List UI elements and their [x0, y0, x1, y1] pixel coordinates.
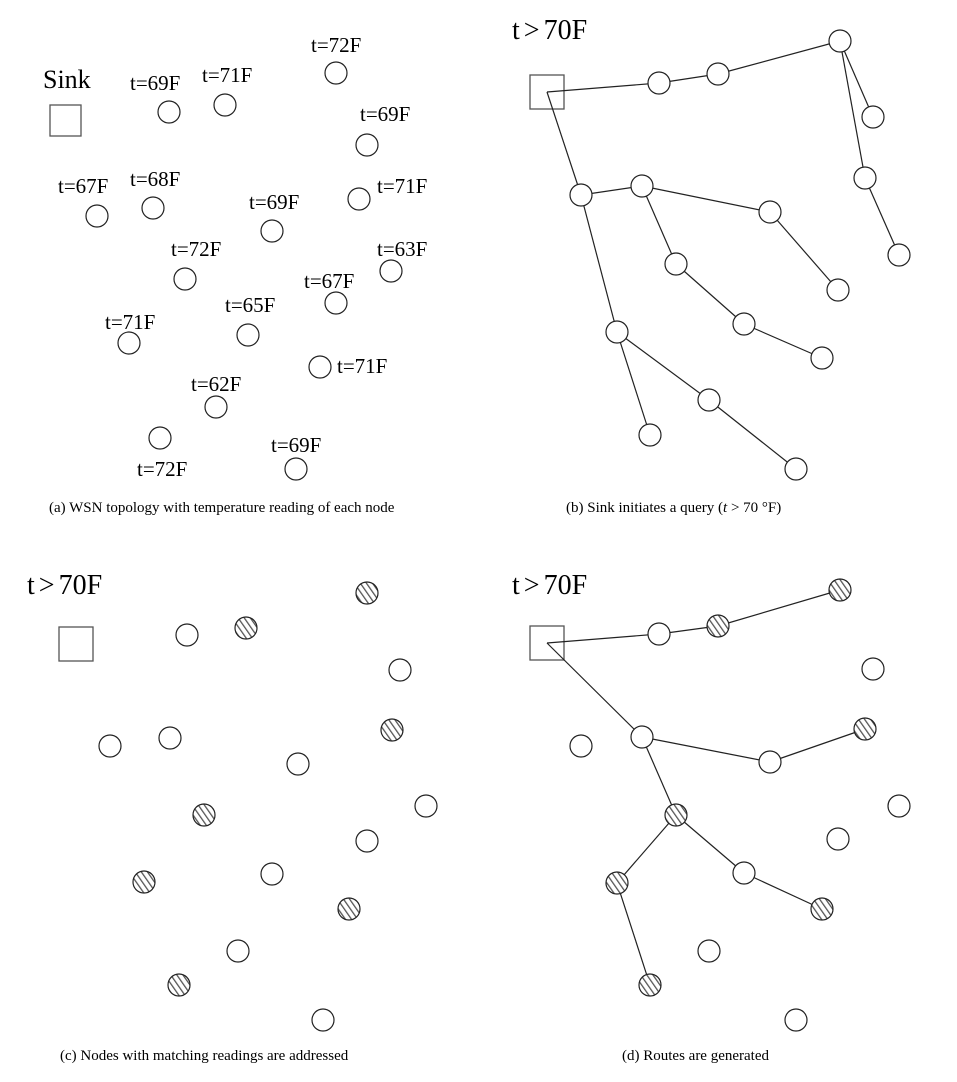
sensor-node-5: [759, 751, 781, 773]
route-link-17: [709, 400, 796, 469]
route-link-13: [744, 324, 822, 358]
route-link-6: [770, 729, 865, 762]
caption-b: [566, 499, 896, 518]
temperature-reading: t=67F: [58, 174, 109, 198]
matching-sensor-node-9: [193, 804, 215, 826]
panel-c-matching-nodes: [27, 570, 437, 1031]
matching-sensor-node-13: [133, 871, 155, 893]
temperature-reading: t=65F: [225, 293, 276, 317]
route-link-11: [617, 883, 650, 985]
sensor-node-4: [389, 659, 411, 681]
temperature-reading: t=72F: [171, 237, 222, 261]
temperature-reading: t=71F: [105, 310, 156, 334]
temperature-reading: t=71F: [377, 174, 428, 198]
route-link-3: [718, 41, 840, 74]
sensor-node-6: [888, 244, 910, 266]
caption-d: (d) Routes are generated: [622, 1048, 770, 1064]
caption-b-variable: t: [723, 500, 728, 516]
sensor-node-12: [237, 324, 259, 346]
sensor-node-8: [287, 753, 309, 775]
temperature-reading: t=71F: [202, 63, 253, 87]
sensor-node-9: [759, 201, 781, 223]
caption-b-suffix: > 70 °F): [727, 500, 782, 516]
sensor-node-4: [862, 106, 884, 128]
sensor-node-8: [631, 175, 653, 197]
sensor-node-25: [785, 1009, 807, 1031]
sensor-node-16: [149, 427, 171, 449]
route-link-4: [547, 643, 642, 737]
panel-d-routes: [512, 570, 910, 1031]
route-link-14: [581, 195, 617, 332]
sensor-node-15: [205, 396, 227, 418]
route-link-8: [676, 815, 744, 873]
sensor-node-8: [733, 862, 755, 884]
matching-sensor-node-3: [829, 579, 851, 601]
sensor-node-10: [415, 795, 437, 817]
route-link-3: [718, 590, 840, 626]
caption-a: (a) WSN topology with temperature reading of each node: [49, 500, 395, 516]
sensor-node-23: [827, 828, 849, 850]
sensor-node-5: [99, 735, 121, 757]
route-link-15: [617, 332, 650, 435]
temperature-reading: t=67F: [304, 269, 355, 293]
route-link-12: [676, 264, 744, 324]
matching-sensor-node-2: [707, 615, 729, 637]
sensor-node-1: [325, 62, 347, 84]
sensor-node-12: [733, 313, 755, 335]
sensor-node-17: [285, 458, 307, 480]
temperature-reading: t=62F: [191, 372, 242, 396]
route-link-6: [865, 178, 899, 255]
temperature-reading: t=63F: [377, 237, 428, 261]
route-link-4: [840, 41, 873, 117]
sensor-node-7: [261, 220, 283, 242]
sink-node: [50, 105, 81, 136]
sensor-node-7: [570, 184, 592, 206]
sensor-node-13: [811, 347, 833, 369]
sensor-node-17: [785, 458, 807, 480]
query-label: t > 70F: [512, 15, 588, 46]
route-link-5: [840, 41, 865, 178]
sensor-node-12: [261, 863, 283, 885]
temperature-reading: t=69F: [249, 190, 300, 214]
route-link-16: [617, 332, 709, 400]
route-link-7: [642, 737, 676, 815]
sink-node: [59, 627, 93, 661]
matching-sensor-node-7: [381, 719, 403, 741]
sensor-node-11: [665, 253, 687, 275]
matching-sensor-node-7: [665, 804, 687, 826]
temperature-reading: t=72F: [311, 33, 362, 57]
sensor-node-24: [698, 940, 720, 962]
sensor-node-20: [570, 735, 592, 757]
sensor-node-14: [606, 321, 628, 343]
matching-sensor-node-6: [854, 718, 876, 740]
caption-c: (c) Nodes with matching readings are addressed: [60, 1048, 349, 1064]
matching-sensor-node-16: [168, 974, 190, 996]
temperature-reading: t=69F: [271, 433, 322, 457]
temperature-reading: t=72F: [137, 457, 188, 481]
route-link-5: [642, 737, 770, 762]
matching-sensor-node-9: [811, 898, 833, 920]
caption-b-prefix: (b) Sink initiates a query (: [566, 500, 724, 516]
sensor-node-5: [86, 205, 108, 227]
sensor-node-6: [142, 197, 164, 219]
sensor-node-8: [348, 188, 370, 210]
query-label: t > 70F: [27, 570, 103, 601]
route-link-10: [617, 815, 676, 883]
temperature-reading: t=69F: [130, 71, 181, 95]
matching-sensor-node-3: [235, 617, 257, 639]
sensor-node-6: [159, 727, 181, 749]
panel-b-query: [512, 15, 910, 480]
sink-label: Sink: [43, 65, 91, 94]
matching-sensor-node-10: [606, 872, 628, 894]
sensor-node-15: [227, 940, 249, 962]
panel-a-topology: [43, 33, 427, 481]
matching-sensor-node-14: [338, 898, 360, 920]
route-link-10: [770, 212, 838, 290]
sensor-node-2: [158, 101, 180, 123]
temperature-reading: t=69F: [360, 102, 411, 126]
sensor-node-16: [698, 389, 720, 411]
sensor-node-9: [174, 268, 196, 290]
temperature-reading: t=71F: [337, 354, 388, 378]
sensor-node-22: [888, 795, 910, 817]
sensor-node-3: [214, 94, 236, 116]
route-link-11: [642, 186, 676, 264]
temperature-reading: t=68F: [130, 167, 181, 191]
sensor-node-2: [707, 63, 729, 85]
sensor-node-4: [356, 134, 378, 156]
sensor-node-1: [648, 623, 670, 645]
sensor-node-11: [325, 292, 347, 314]
sensor-node-10: [380, 260, 402, 282]
sensor-node-4: [631, 726, 653, 748]
sensor-node-15: [639, 424, 661, 446]
sensor-node-11: [356, 830, 378, 852]
matching-sensor-node-11: [639, 974, 661, 996]
route-link-9: [744, 873, 822, 909]
sensor-node-21: [862, 658, 884, 680]
sensor-node-5: [854, 167, 876, 189]
sensor-node-1: [648, 72, 670, 94]
sensor-node-17: [312, 1009, 334, 1031]
matching-sensor-node-1: [356, 582, 378, 604]
sensor-node-14: [309, 356, 331, 378]
sensor-node-3: [829, 30, 851, 52]
sensor-node-10: [827, 279, 849, 301]
sensor-node-13: [118, 332, 140, 354]
sensor-node-2: [176, 624, 198, 646]
query-label: t > 70F: [512, 570, 588, 601]
route-link-9: [642, 186, 770, 212]
